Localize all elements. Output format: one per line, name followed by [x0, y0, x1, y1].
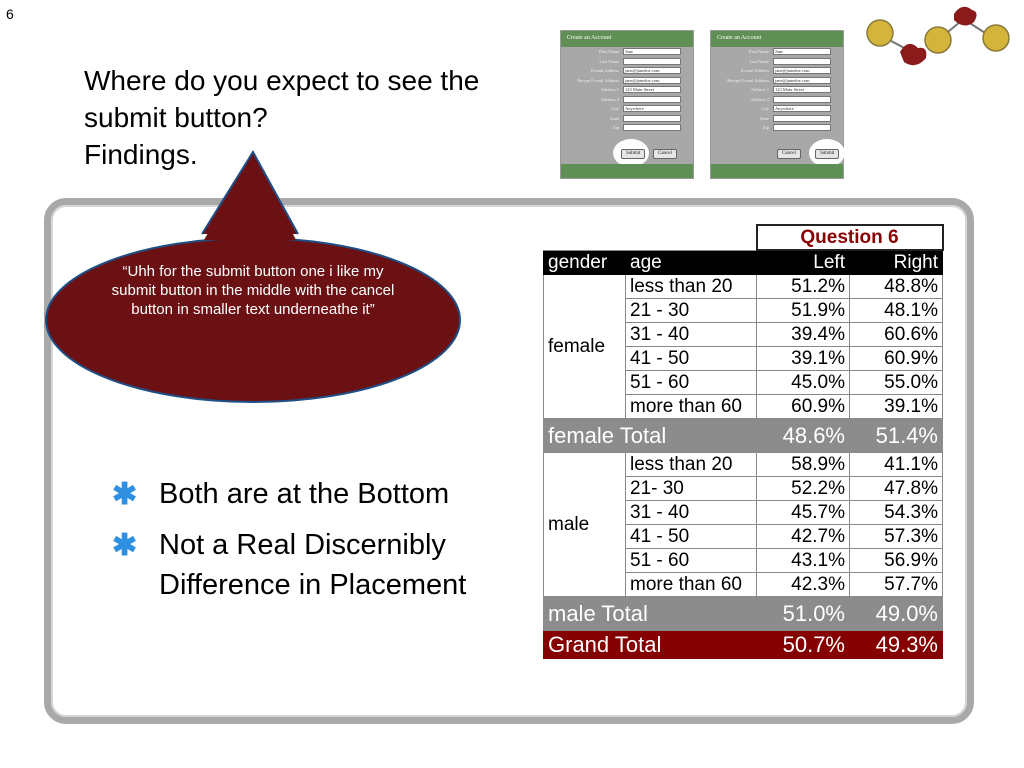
left-value-cell: 42.7%	[757, 525, 850, 549]
form-field-input	[623, 115, 681, 122]
right-value-cell: 60.6%	[850, 323, 943, 347]
form-screenshot-submit-left	[560, 30, 694, 179]
form-field-input	[773, 96, 831, 103]
age-cell: 31 - 40	[626, 323, 757, 347]
subtotal-left-value: 48.6%	[757, 419, 850, 453]
form-footer	[561, 164, 693, 178]
right-value-cell: 47.8%	[850, 477, 943, 501]
form-row	[561, 47, 693, 57]
left-value-cell: 52.2%	[757, 477, 850, 501]
blank-cell	[544, 225, 626, 250]
form-field-input: jane@janedoe.com	[773, 77, 831, 84]
right-value-cell: 55.0%	[850, 371, 943, 395]
form-field-input: 123 Main Street	[773, 86, 831, 93]
form-field-input: jane@janedoe.com	[773, 67, 831, 74]
grand-total-left-value: 50.7%	[757, 631, 850, 659]
grand-total-right-value: 49.3%	[850, 631, 943, 659]
form-row	[711, 123, 843, 133]
form-row	[561, 95, 693, 105]
quote-text: “Uhh for the submit button one i like my submit button in the middle with the cancel button in smaller text underneathe it”	[111, 263, 395, 318]
form-row	[561, 57, 693, 67]
submit-button: Submit	[815, 149, 839, 159]
right-value-cell: 48.1%	[850, 299, 943, 323]
form-field-label: E-mail Address	[591, 68, 619, 73]
right-value-cell: 39.1%	[850, 395, 943, 419]
form-row	[711, 104, 843, 114]
form-field-label: State	[610, 115, 619, 121]
form-field-label: Zip	[612, 125, 619, 130]
form-field-input	[773, 58, 831, 65]
form-field-input	[623, 58, 681, 65]
form-row	[561, 123, 693, 133]
left-value-cell: 60.9%	[757, 395, 850, 419]
table-row	[544, 275, 943, 299]
form-field-label: Address 1	[600, 87, 619, 92]
form-row	[711, 95, 843, 105]
age-cell: 51 - 60	[626, 549, 757, 573]
asterisk-bullet-icon: ✱	[112, 529, 138, 562]
form-field-input	[773, 124, 831, 131]
age-cell: 41 - 50	[626, 525, 757, 549]
left-value-cell: 45.7%	[757, 501, 850, 525]
form-row	[561, 114, 693, 124]
form-field-label: Zip	[762, 125, 769, 130]
form-field-input	[623, 124, 681, 131]
cancel-button: Cancel	[777, 149, 801, 159]
form-field-label: State	[760, 115, 769, 121]
question-row	[544, 225, 943, 250]
form-row	[711, 47, 843, 57]
age-cell: 41 - 50	[626, 347, 757, 371]
subtotal-label: female Total	[544, 419, 757, 453]
subtotal-row	[544, 597, 943, 631]
left-value-cell: 39.4%	[757, 323, 850, 347]
form-field-label: Last Name	[749, 58, 769, 64]
table-row	[544, 453, 943, 477]
grand-total-row	[544, 631, 943, 659]
right-value-cell: 57.7%	[850, 573, 943, 597]
form-field-input: Jane	[623, 48, 681, 55]
header-row	[544, 250, 943, 275]
bullet-item	[112, 474, 512, 514]
left-value-cell: 43.1%	[757, 549, 850, 573]
right-value-cell: 57.3%	[850, 525, 943, 549]
slide-number: 6	[6, 6, 14, 22]
age-cell: more than 60	[626, 395, 757, 419]
title-line-3: Findings.	[84, 139, 198, 170]
asterisk-bullet-icon: ✱	[112, 478, 138, 511]
form-fields	[561, 47, 693, 133]
age-cell: more than 60	[626, 573, 757, 597]
form-footer	[711, 164, 843, 178]
column-header: age	[626, 250, 757, 275]
form-field-label: E-mail Address	[741, 68, 769, 73]
form-fields	[711, 47, 843, 133]
form-field-label: First Name	[748, 49, 769, 54]
results-table	[543, 224, 944, 659]
age-cell: 51 - 60	[626, 371, 757, 395]
column-header: gender	[544, 250, 626, 275]
right-value-cell: 56.9%	[850, 549, 943, 573]
left-value-cell: 51.2%	[757, 275, 850, 299]
form-field-label: Address 1	[750, 87, 769, 92]
findings-list	[112, 474, 512, 616]
column-header: Left	[757, 250, 850, 275]
form-row	[711, 76, 843, 86]
left-value-cell: 51.9%	[757, 299, 850, 323]
blank-cell	[626, 225, 757, 250]
form-field-label: Address 2	[750, 96, 769, 102]
form-field-label: First Name	[598, 49, 619, 54]
right-value-cell: 41.1%	[850, 453, 943, 477]
right-value-cell: 48.8%	[850, 275, 943, 299]
form-row	[711, 57, 843, 67]
form-field-input	[773, 115, 831, 122]
form-row	[561, 76, 693, 86]
bullet-item	[112, 525, 512, 605]
subtotal-right-value: 51.4%	[850, 419, 943, 453]
title-line-1: Where do you expect to see the	[84, 65, 480, 96]
form-row	[561, 66, 693, 76]
form-field-input: 123 Main Street	[623, 86, 681, 93]
column-header: Right	[850, 250, 943, 275]
form-field-input: jane@janedoe.com	[623, 77, 681, 84]
form-field-label: City	[761, 106, 769, 111]
subtotal-right-value: 49.0%	[850, 597, 943, 631]
form-header: Create an Account	[711, 31, 843, 47]
submit-button: Submit	[621, 149, 645, 159]
form-row	[711, 85, 843, 95]
left-value-cell: 58.9%	[757, 453, 850, 477]
form-row	[561, 85, 693, 95]
age-cell: less than 20	[626, 453, 757, 477]
form-field-input: Anywhere	[623, 105, 681, 112]
title-line-2: submit button?	[84, 102, 268, 133]
right-value-cell: 60.9%	[850, 347, 943, 371]
form-row	[711, 66, 843, 76]
subtotal-label: male Total	[544, 597, 757, 631]
gender-cell: female	[544, 275, 626, 419]
form-field-input	[623, 96, 681, 103]
left-value-cell: 39.1%	[757, 347, 850, 371]
form-field-label: Address 2	[600, 96, 619, 102]
form-field-label: Last Name	[599, 58, 619, 64]
subtotal-left-value: 51.0%	[757, 597, 850, 631]
question-header: Question 6	[757, 225, 943, 250]
left-value-cell: 42.3%	[757, 573, 850, 597]
form-field-input: jane@janedoe.com	[623, 67, 681, 74]
cancel-button: Cancel	[653, 149, 677, 159]
form-screenshot-submit-right	[710, 30, 844, 179]
bullet-text: Both are at the Bottom	[159, 478, 450, 510]
age-cell: 31 - 40	[626, 501, 757, 525]
decorative-circles-graphic	[860, 0, 1020, 80]
form-field-label: Retype E-mail Address	[577, 77, 619, 83]
form-field-input: Anywhere	[773, 105, 831, 112]
bullet-text: Not a Real Discernibly Difference in Placement	[159, 529, 467, 601]
form-row	[711, 114, 843, 124]
form-row	[561, 104, 693, 114]
form-field-input: Jane	[773, 48, 831, 55]
age-cell: less than 20	[626, 275, 757, 299]
left-value-cell: 45.0%	[757, 371, 850, 395]
form-field-label: City	[611, 106, 619, 111]
gender-cell: male	[544, 453, 626, 597]
form-field-label: Retype E-mail Address	[727, 77, 769, 83]
age-cell: 21- 30	[626, 477, 757, 501]
grand-total-label: Grand Total	[544, 631, 757, 659]
age-cell: 21 - 30	[626, 299, 757, 323]
form-header: Create an Account	[561, 31, 693, 47]
right-value-cell: 54.3%	[850, 501, 943, 525]
subtotal-row	[544, 419, 943, 453]
